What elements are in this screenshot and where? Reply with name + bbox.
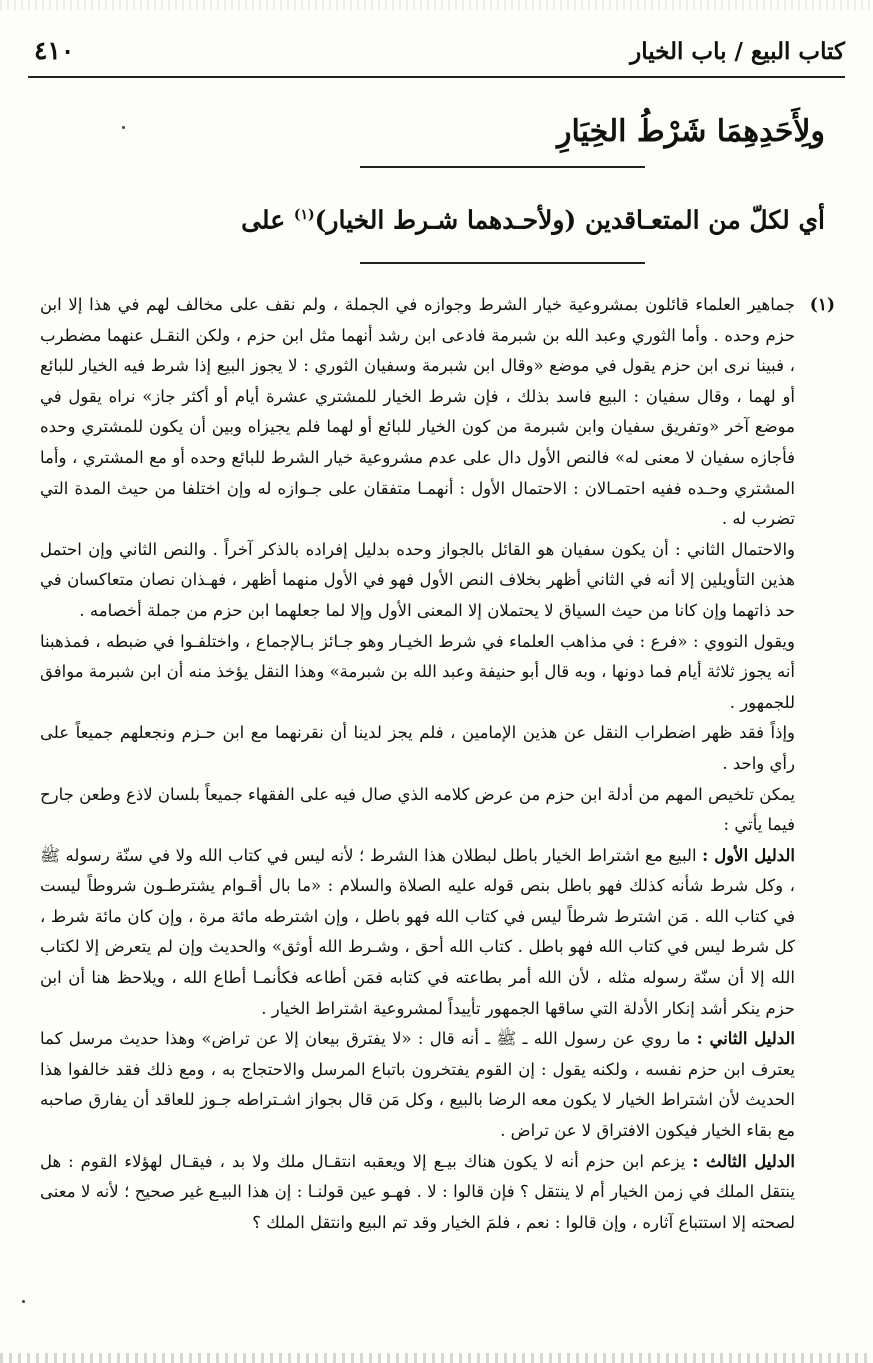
footnote-paragraph-2: والاحتمال الثاني : أن يكون سفيان هو القائل بالجواز وحده بدليل إفراده بالذكر آخراً . والنص الثاني وإن احتمل هذين التأويلين إلا أنه في الثاني أظهر بخلاف النص الأول فهو في الأول منهما أظهر ، فهـذان نصان متعاكسان في حد ذاتهما وإن كانا من حيث السياق لا يحتملان إلا المعنى الأول وإلا لما جعلهما ابن حزم من جملة أخصامه . [40, 539, 795, 620]
footnote-paragraph-4: وإذاً فقد ظهر اضطراب النقل عن هذين الإمامين ، فلم يجز لدينا أن نقرنهما مع ابن حـزم ونجعلهم جميعاً على رأي واحد . [40, 723, 795, 773]
footnote-body [40, 290, 795, 1238]
header-divider [28, 76, 845, 78]
sharh-text [55, 196, 825, 239]
footnote-block [40, 290, 835, 1238]
evidence-1-paragraph: الدليل الأول : البيع مع اشتراط الخيار باطل لبطلان هذا الشرط ؛ لأنه ليس في كتاب الله ولا في سنّة رسوله ﷺ ، وكل شرط شأنه كذلك فهو باطل بنص قوله عليه الصلاة والسلام : «ما بال أقـوام يشترطـون شروطاً ليست في كتاب الله . مَن اشترط شرطاً ليس في كتاب الله فهو باطل ، وإن اشترطه مائة مرة ، وإن كان مائة شرط ، كل شرط ليس في كتاب الله فهو باطل . كتاب الله أحق ، وشـرط الله أوثق» والحديث وإن لم يتعرض إلا لكتاب الله إلا أن سنّة رسوله مثله ، لأن الله أمر بطاعته في كتابه فمَن أطاعه فكأنمـا أطاع الله ، ويلاحظ هنا أن ابن حزم ينكر أشد إنكار الأدلة التي ساقها الجمهور تأييداً لمشروعية اشتراط الخيار . [40, 845, 795, 1018]
footnote-paragraph-1: جماهير العلماء قائلون بمشروعية خيار الشرط وجوازه في الجملة ، ولم نقف على مخالف لهم في هذا إلا ابن حزم وحده . وأما الثوري وعبد الله بن شبرمة فادعى ابن رشد أنهما مثل ابن حزم ، ولكن النقـل عنهما مضطرب ، فبينا نرى ابن حزم يقول في موضع «وقال ابن شبرمة وسفيان الثوري : لا يجوز البيع إذا شرط فيه الخيار للبائع أو لهما ، وقال سفيان : البيع فاسد بذلك ، فإن شرط الخيار للمشتري عشرة أيام أو أكثر جاز» نراه يقول في موضع آخر «وتفريق سفيان وابن شبرمة من كون الخيار للبائع أو لهما فلم يجيزاه وبين أن يكون للمشتري وحده فأجازه سفيان لا معنى له» فالنص الأول دال على عدم مشروعية خيار الشرط للبائع وحده أو مع المشتري ، وأما المشتري وحـده ففيه احتمـالان : الاحتمال الأول : أنهمـا متفقان على جـوازه له وإن اختلفا من حيث المدة التي تضرب له . [40, 295, 795, 529]
scan-edge-bottom [0, 1353, 873, 1363]
sharh-text-before: أي لكلّ من المتعـاقدين (ولأحـدهما شـرط الخيار) [314, 205, 825, 235]
scan-speck [22, 1300, 25, 1303]
evidence-2-paragraph: الدليل الثاني : ما روي عن رسول الله ـ ﷺ ـ أنه قال : «لا يفترق بيعان إلا عن تراض» وهذا حديث مرسل كما يعترف ابن حزم نفسه ، ولكنه يقول : إن القوم يفتخرون باتباع المرسل والاحتجاج به ، ومع ذلك فقد خالفوا هذا الحديث لأن اشتراط الخيار لا يكون معه الرضا بالبيع ، وكل مَن قال بجواز اشـتراطه جـوز للعاقد أن يفارق صاحبه مع بقاء الخيار فيكون الافتراق لا عن تراض . [40, 1029, 795, 1141]
evidence-1-lead: الدليل الأول : [702, 845, 795, 865]
footnote-number: (١) [809, 295, 835, 315]
sharh-text-after: على [241, 205, 294, 235]
matn-heading: ولِأَحَدِهِمَا شَرْطُ الخِيَارِ [556, 114, 825, 149]
footnote-reference: (١) [293, 207, 315, 223]
heading-divider [360, 166, 645, 168]
evidence-3-lead: الدليل الثالث : [692, 1151, 795, 1171]
evidence-3-paragraph: الدليل الثالث : يزعم ابن حزم أنه لا يكون هناك بيـع إلا ويعقبه انتقـال ملك ولا بد ، فيقـال لهؤلاء القوم : هل ينتقل الملك في زمن الخيار أم لا ينتقل ؟ فإن قالوا : لا . فهـو عين قولنـا : إن هذا البيـع غير صحيح ؛ لأنه لا معنى لصحته إلا استتباع آثاره ، وإن قالوا : نعم ، فلمَ الخيار وقد تم البيع وانتقل الملك ؟ [40, 1151, 795, 1232]
footnote-paragraph-3: ويقول النووي : «فرع : في مذاهب العلماء في شرط الخيـار وهو جـائز بـالإجماع ، واختلفـوا في ضبطه ، فمذهبنا أنه يجوز ثلاثة أيام فما دونها ، وبه قال أبو حنيفة وعبد الله بن شبرمة» وهذا النقل يؤخذ منه أن ابن شبرمة موافق للجمهور . [40, 631, 795, 712]
footnote-paragraph-5: يمكن تلخيص المهم من أدلة ابن حزم من عرض كلامه الذي صال فيه على الفقهاء جميعاً بلسان لاذع وطعن جارح فيما يأتي : [40, 784, 795, 835]
footnote-divider [360, 262, 645, 264]
page-header [28, 30, 845, 74]
evidence-2-lead: الدليل الثاني : [696, 1029, 795, 1049]
scan-speck [122, 126, 125, 129]
running-title: كتاب البيع / باب الخيار [630, 38, 845, 65]
page-number: ٤١٠ [34, 36, 75, 65]
scan-edge-top [0, 0, 873, 10]
